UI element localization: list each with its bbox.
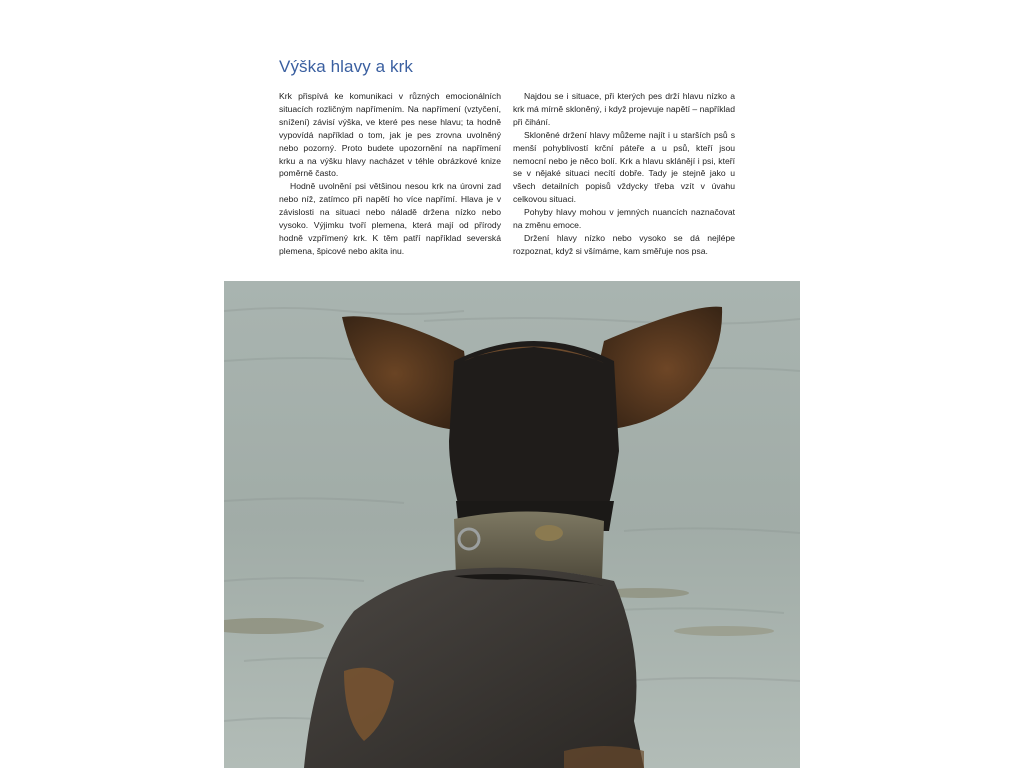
text-column-right	[513, 90, 735, 258]
paragraph: Krk přispívá ke komunikaci v různých emocionálních situacích rozličným napřímením. Na napřímení (vztyčení, snížení) závisí výška, ve které pes nese hlavu; ta hodně vypovídá například o tom, jak je pes zrovna uvolněný nebo pozorný. Proto budete upozornění na napřímení krku a na výšku hlavy nacházet v téhle obrázkové knize poměrně často.	[279, 91, 501, 179]
paragraph: Hodně uvolnění psi většinou nesou krk na úrovni zad nebo níž, zatímco při napětí ho více napřímí. Hlava je v závislosti na situaci nebo náladě držena nízko nebo vysoko. Výjimku tvoří plemena, která mají od přírody hodně vzpřímený krk. K těm patří například severská plemena, špicové nebo akita inu.	[279, 181, 501, 256]
paragraph: Držení hlavy nízko nebo vysoko se dá nejlépe rozpoznat, když si všímáme, kam směřuje nos psa.	[513, 232, 735, 256]
dog-photo	[224, 281, 800, 768]
paragraph: Pohyby hlavy mohou v jemných nuancích naznačovat na změnu emoce.	[513, 207, 735, 231]
text-column-left	[279, 90, 501, 258]
paragraph: Skloněné držení hlavy můžeme najít i u starších psů s menší pohyblivostí krční páteře a u psů, kteří jsou nemocní nebo je něco bolí. Krk a hlavu sklánějí i psi, kteří se v nějaké situaci necítí dobře. Tady je stejně jako u všech detailních popisů vždycky třeba vzít v úvahu celkovou situaci.	[513, 129, 735, 205]
paragraph: Najdou se i situace, při kterých pes drží hlavu nízko a krk má mírně skloněný, i když projevuje napětí – například při čihání.	[513, 91, 735, 127]
page-title: Výška hlavy a krk	[279, 57, 413, 76]
